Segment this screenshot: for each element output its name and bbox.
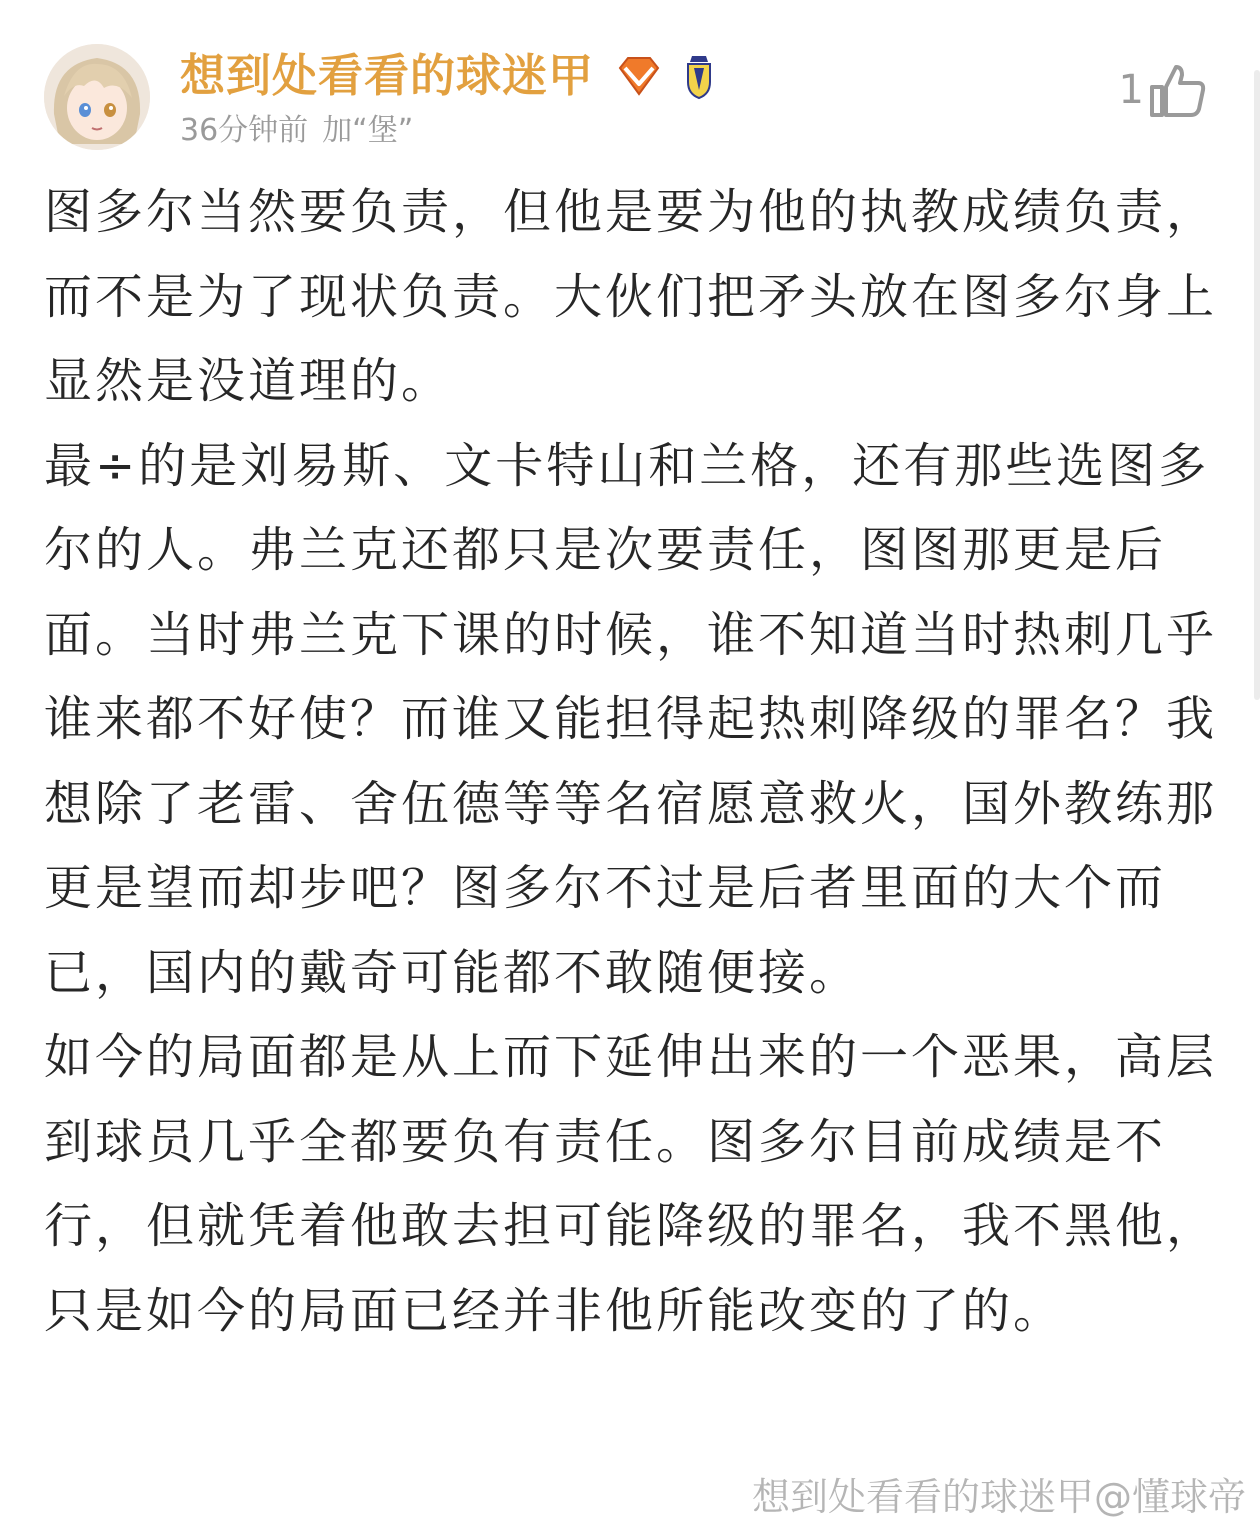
comment-paragraph-2: 最÷的是刘易斯、文卡特山和兰格，还有那些选图多尔的人。弗兰克还都只是次要责任，图图那更是后面。当时弗兰克下课的时候，谁不知道当时热刺几乎谁来都不好使？而谁又能担得起热刺降级的罪名？我想除了老雷、舍伍德等等名宿愿意救火，国外教练那更是望而却步吧？图多尔不过是后者里面的大个而已，国内的戴奇可能都不敢随便接。 (44, 437, 1218, 1001)
level-diamond-icon[interactable] (614, 54, 664, 98)
like-button[interactable] (1119, 60, 1206, 120)
like-count: 1 (1118, 67, 1144, 113)
comment-tag[interactable]: 加“堡” (322, 113, 414, 148)
avatar[interactable] (44, 44, 150, 150)
team-crest-icon[interactable] (682, 52, 716, 100)
scrollbar[interactable] (1254, 70, 1260, 700)
comment-time: 36分钟前 (180, 113, 309, 148)
comment-meta (180, 110, 413, 152)
thumbs-up-icon (1148, 61, 1206, 119)
watermark: 想到处看看的球迷甲@懂球帝 (751, 1475, 1246, 1519)
comment-body (44, 170, 1224, 1353)
user-info-row (180, 48, 716, 104)
comment-paragraph-3: 如今的局面都是从上而下延伸出来的一个恶果，高层到球员几乎全都要负有责任。图多尔目前成绩是不行，但就凭着他敢去担可能降级的罪名，我不黑他，只是如今的局面已经并非他所能改变的了的。 (44, 1029, 1218, 1339)
avatar-image (44, 44, 150, 150)
comment-paragraph-1: 图多尔当然要负责，但他是要为他的执教成绩负责，而不是为了现状负责。大伙们把矛头放在图多尔身上显然是没道理的。 (44, 184, 1218, 409)
username[interactable]: 想到处看看的球迷甲 (180, 49, 595, 102)
